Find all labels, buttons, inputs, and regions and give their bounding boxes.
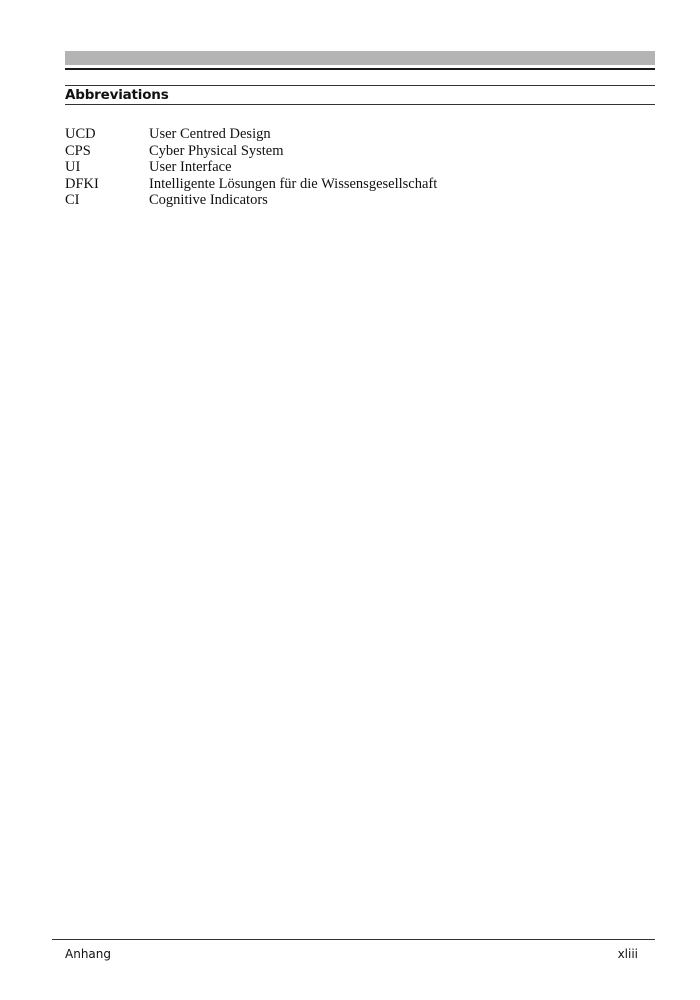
abbreviation-definition: User Interface bbox=[149, 159, 232, 176]
abbreviation-row bbox=[65, 159, 655, 176]
abbreviation-definition: Cyber Physical System bbox=[149, 142, 284, 159]
abbreviation-term: CI bbox=[65, 192, 80, 209]
abbreviation-definition: Intelligente Lösungen für die Wissensgesellschaft bbox=[149, 175, 438, 192]
header-grey-band bbox=[65, 51, 655, 65]
footer-label: Anhang bbox=[65, 947, 111, 961]
abbreviation-term: DFKI bbox=[65, 175, 99, 192]
abbreviation-term: UCD bbox=[65, 126, 96, 142]
abbreviation-row bbox=[65, 143, 655, 160]
abbreviation-row bbox=[65, 176, 655, 193]
abbreviation-term: CPS bbox=[65, 142, 91, 159]
abbreviation-definition: User Centred Design bbox=[149, 126, 271, 142]
abbreviation-list bbox=[65, 126, 655, 209]
title-bottom-rule bbox=[65, 104, 655, 105]
abbreviation-row bbox=[65, 192, 655, 209]
page-number: xliii bbox=[617, 947, 638, 961]
section-title: Abbreviations bbox=[65, 87, 169, 103]
footer-rule bbox=[52, 939, 655, 940]
header-thick-rule bbox=[65, 68, 655, 70]
abbreviation-row bbox=[65, 126, 655, 143]
abbreviation-term: UI bbox=[65, 159, 81, 176]
abbreviation-definition: Cognitive Indicators bbox=[149, 192, 268, 209]
